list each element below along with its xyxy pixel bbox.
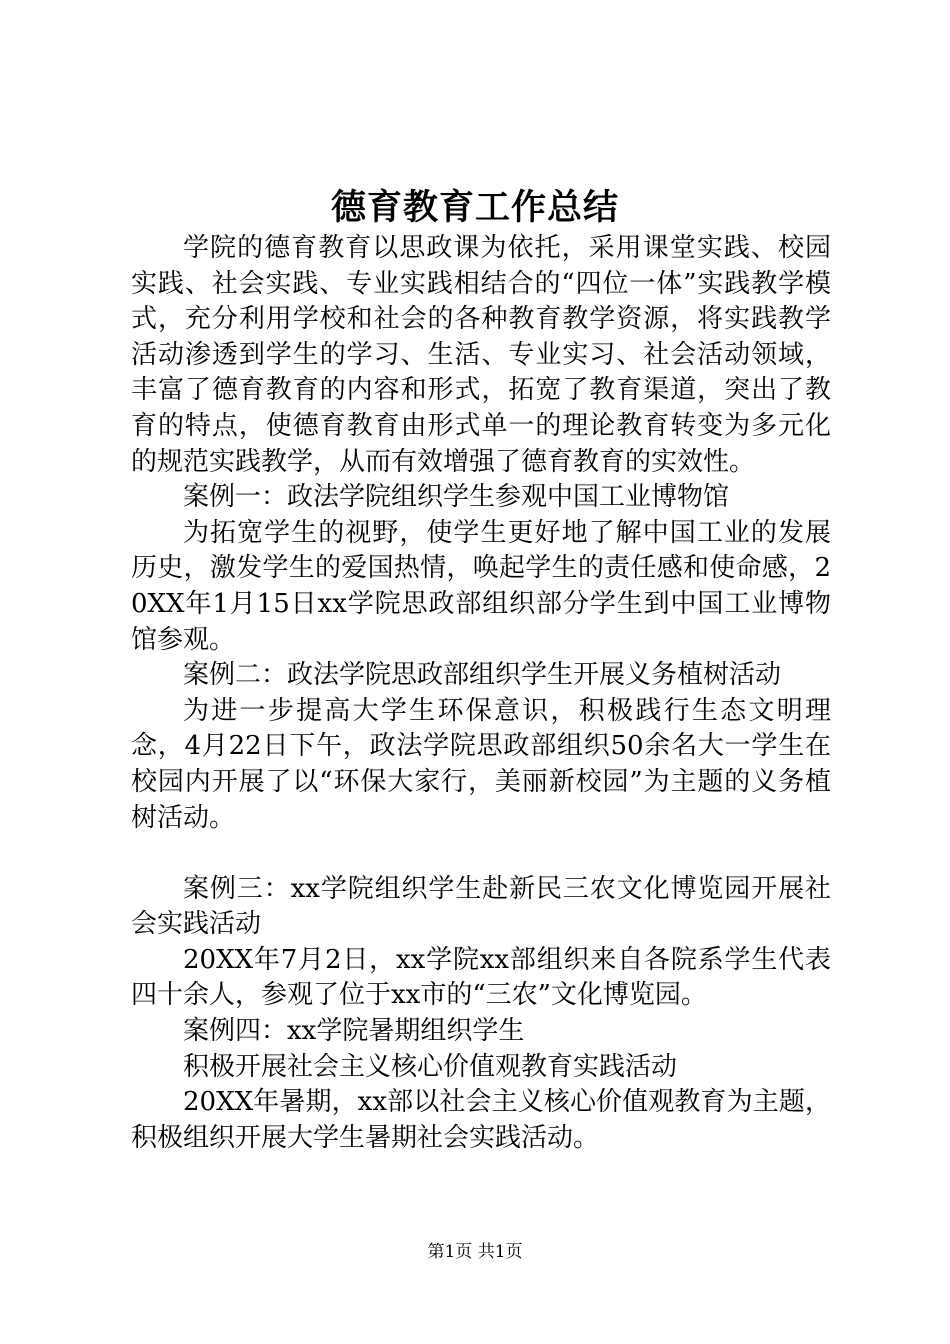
case-three-paragraph: 20XX年7月2日，xx学院xx部组织来自各院系学生代表四十余人，参观了位于xx市的“三农”文化博览园。 <box>131 944 831 1011</box>
case-four-heading: 案例四：xx学院暑期组织学生 <box>183 1016 525 1047</box>
page-footer: 第1页 共1页 <box>427 1242 523 1262</box>
case-one-paragraph: 为拓宽学生的视野，使学生更好地了解中国工业的发展历史，激发学生的爱国热情，唤起学生的责任感和使命感，20XX年1月15日xx学院思政部组织部分学生到中国工业博物馆参观。 <box>131 517 831 655</box>
document-title: 德育教育工作总结 <box>330 187 619 228</box>
case-four-subheading: 积极开展社会主义核心价值观教育实践活动 <box>183 1051 678 1082</box>
intro-paragraph: 学院的德育教育以思政课为依托，采用课堂实践、校园实践、社会实践、专业实践相结合的“四位一体”实践教学模式，充分利用学校和社会的各种教育教学资源，将实践教学活动渗透到学生的学习、生活、专业实习、社会活动领域，丰富了德育教育的内容和形式，拓宽了教育渠道，突出了教育的特点，使德育教育由形式单一的理论教育转变为多元化的规范实践教学，从而有效增强了德育教育的实效性。 <box>131 233 831 477</box>
case-three-heading: 案例三：xx学院组织学生赴新民三农文化博览园开展社会实践活动 <box>131 873 831 940</box>
case-two-heading: 案例二：政法学院思政部组织学生开展义务植树活动 <box>183 660 782 691</box>
case-two-paragraph: 为进一步提高大学生环保意识，积极践行生态文明理念，4月22日下午，政法学院思政部组织50余名大一学生在校园内开展了以“环保大家行，美丽新校园”为主题的义务植树活动。 <box>131 695 831 833</box>
case-one-heading: 案例一：政法学院组织学生参观中国工业博物馆 <box>183 482 730 513</box>
document-body <box>131 231 831 1156</box>
blank-line <box>131 836 831 872</box>
case-four-paragraph: 20XX年暑期，xx部以社会主义核心价值观教育为主题，积极组织开展大学生暑期社会实践活动。 <box>131 1087 831 1153</box>
